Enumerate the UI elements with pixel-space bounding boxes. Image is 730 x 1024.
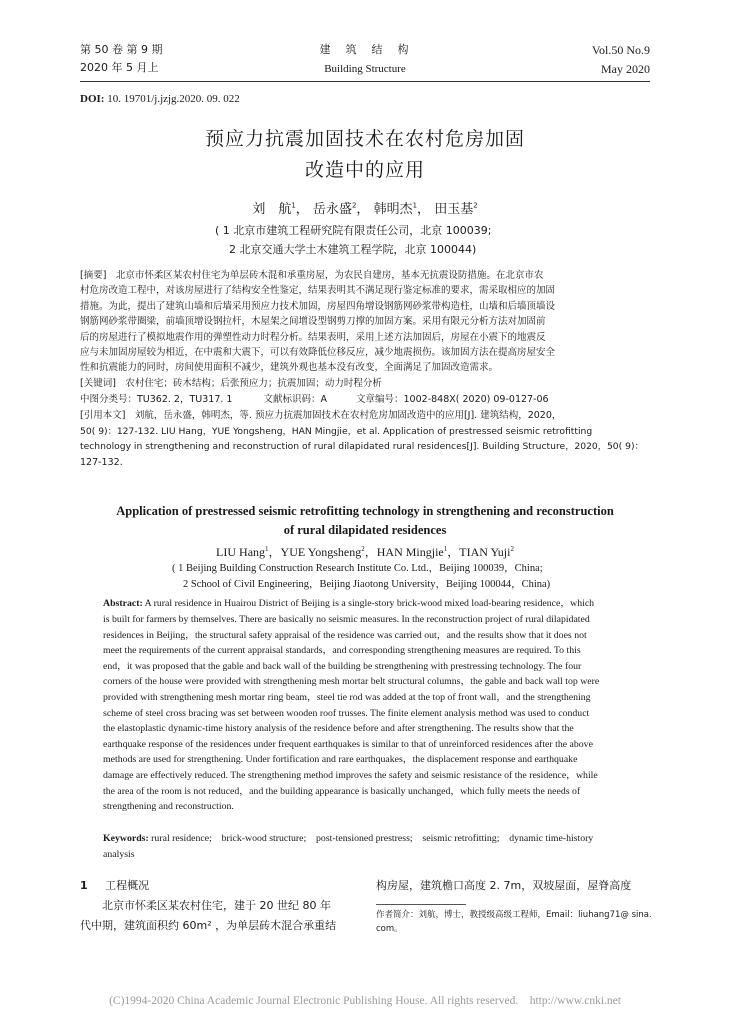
body-line: 代中期，建筑面积约 60m² ，为单层砖木混合承重结: [80, 919, 337, 932]
section-body-left-2: [80, 916, 365, 936]
article-number: 文章编号：1002-848X( 2020) 09-0127-06: [356, 394, 549, 405]
author-en: LIU Hang: [216, 545, 266, 559]
section-title: 工程概况: [105, 879, 150, 892]
author-sup: 1: [412, 201, 418, 210]
section-number: 1: [80, 879, 88, 892]
abstract-cn-line: 村危房改造工程中，对该房屋进行了结构安全性鉴定，结果表明其不满足现行鉴定标准的要求，需采取相应的加固: [80, 285, 556, 297]
abstract-cn-line: 钢筋网砂浆带圈梁，前墙顶增设钢拉杆，木屋架之间增设型钢剪刀撑的加固方案。采用有限元分析方法对加固前: [80, 316, 546, 328]
author-en: TIAN Yuji: [459, 545, 511, 559]
abstract-en-line: meet the requirements of the current appraisal standards，and corresponding strengthening measures are required. To this: [103, 645, 581, 657]
section-body-right: 构房屋，建筑檐口高度 2. 7m，双坡屋面，屋脊高度: [376, 879, 632, 892]
author-note: [376, 908, 656, 936]
citation-line: 50( 9)：127-132. LIU Hang，YUE Yongsheng，HAN Mingjie，et al. Application of prestressed seismic retrofitting: [80, 425, 593, 437]
abstract-en-line: damage are effectively reduced. The strengthening method improves the safety and seismic resistance of the residence，while: [103, 769, 598, 781]
section-heading: [80, 876, 149, 896]
abstract-en-line: the elastoplastic dynamic-time history analysis of the residence before and after strengthening. The results show that the: [103, 723, 574, 735]
doc-code: 文献标识码：A: [263, 394, 327, 405]
abstract-en-line: earthquake response of the residences under frequent earthquakes is similar to that of unreinforced residences after the above: [103, 738, 593, 750]
abstract-cn-line: 后的房屋进行了模拟地震作用的弹塑性动力时程分析。结果表明，采用上述方法加固后，房屋在小震下的地震反: [80, 331, 546, 343]
abstract-en-line: end，it was proposed that the gable and back wall of the building be strengthening with prestressing technology. The four: [103, 660, 582, 672]
header-volume-cn: 第 50 卷 第 9 期: [80, 43, 163, 56]
title-cn-line1: 预应力抗震加固技术在农村危房加固: [204, 128, 525, 150]
abstract-en-line: the area of the room is not reduced，and the building appearance is basically unchanged，which fully meets the needs of: [103, 785, 581, 797]
author-sup: 2: [351, 201, 357, 210]
abstract-cn-line: [摘要] 北京市怀柔区某农村住宅为单层砖木混和承重房屋，为农民自建房，基本无抗震设防措施。在北京市农: [80, 270, 544, 281]
citation-line: [引用本文] 刘航，岳永盛，韩明杰，等. 预应力抗震加固技术在农村危房加固改造中的应用[J]. 建筑结构，2020，: [80, 410, 562, 421]
header-date-cn: 2020 年 5 月上: [80, 61, 159, 74]
section-body-left: [80, 896, 365, 916]
keywords-cn: [关键词] 农村住宅；砖木结构；后张预应力；抗震加固；动力时程分析: [80, 378, 382, 389]
abstract-en-label: Abstract:: [103, 598, 143, 609]
doi-value: 10. 19701/j.jzjg.2020. 09. 022: [107, 93, 240, 105]
abstract-cn: [80, 268, 650, 376]
authors-cn: 刘 航$^1$， 岳永盛$^2$， 韩明杰$^1$， 田玉基$^2$: [252, 201, 478, 217]
abstract-en-line: corners of the house were provided with strengthening mesh mortar belt structural columns，the gable and back wall top were: [103, 676, 600, 688]
author-note-line: 作者简介：刘航，博士，教授级高级工程师，Email：liuhang71@ sina.: [376, 910, 652, 920]
abstract-en-body: [103, 612, 650, 815]
author-cn: 田玉基: [434, 202, 474, 217]
abstract-en: [103, 596, 650, 612]
abstract-en-line: provided with strengthening mesh mortar ring beam，steel tie rod was added at the top of front wall，and the strengthening: [103, 691, 591, 703]
abstract-en-line: A rural residence in Huairou District of Beijing is a single-story brick-wood mixed load-bearing residence，which: [144, 598, 595, 609]
footer-copyright: (C)1994-2020 China Academic Journal Electronic Publishing House. All rights reserved. http://www.cnki.net: [109, 995, 621, 1007]
abstract-en-line: methods are used for strengthening. Under fortification and rare earthquakes，the displacement response and earthquake: [103, 754, 578, 766]
author-sup: 1: [291, 201, 296, 210]
header-journal-en: Building Structure: [324, 63, 406, 75]
author-en: YUE Yongsheng: [280, 545, 362, 559]
title-en-line2: of rural dilapidated residences: [283, 523, 447, 537]
abstract-en-line: residences in Beijing，the structural safety appraisal of the residence was carried out，and the results show that it does not: [103, 629, 587, 641]
keywords-en: [103, 831, 650, 862]
body-line: 北京市怀柔区某农村住宅，建于 20 世纪 80 年: [102, 899, 331, 912]
author-sup: 2: [510, 545, 514, 553]
affiliation-en-2: 2 School of Civil Engineering，Beijing Jiaotong University，Beijing 100044，China): [183, 579, 551, 590]
affiliation-cn-2: 2 北京交通大学土木建筑工程学院，北京 100044): [229, 243, 477, 256]
doi-label: DOI:: [80, 93, 105, 105]
classification-line: [80, 392, 650, 407]
author-cn: 韩明杰: [373, 202, 413, 217]
keywords-en-label: Keywords:: [103, 833, 149, 844]
clc-number: 中图分类号：TU362. 2，TU317. 1: [80, 394, 233, 405]
author-sup: 2: [473, 201, 478, 210]
affiliation-en-1: ( 1 Beijing Building Construction Research Institute Co. Ltd.，Beijing 100039，China;: [172, 563, 543, 574]
title-en-line1: Application of prestressed seismic retrofitting technology in strengthening and reconstruction: [116, 504, 614, 518]
header-date-en: May 2020: [601, 62, 650, 76]
citation-line: 127-132.: [80, 456, 123, 468]
abstract-cn-line: 措施。为此，提出了建筑山墙和后墙采用预应力技术加固，房屋四角增设钢筋网砂浆带构造柱，山墙和后墙顶墙设: [80, 300, 556, 312]
citation: [80, 408, 650, 470]
abstract-cn-line: 应与未加固房屋较为相近，在中震和大震下，可以有效降低位移反应，减少地震损伤。该加固方法在提高房屋安全: [80, 347, 556, 359]
author-sup: 1: [443, 545, 448, 553]
author-cn: 刘 航: [252, 202, 292, 217]
abstract-en-line: scheme of steel cross bracing was set between wooden roof trusses. The finite element analysis method was used to conduct: [103, 707, 590, 719]
citation-line: technology in strengthening and reconstruction of rural dilapidated rural residences[J]. Building Structure，2020，50( 9)：: [80, 441, 644, 452]
author-en: HAN Mingjie: [376, 545, 444, 559]
keywords-en-line: rural residence; brick-wood structure; post-tensioned prestress; seismic retrofitting; dynamic time-history: [151, 833, 594, 844]
header-journal-cn: 建 筑 结 构: [319, 43, 411, 56]
authors-en: LIU Hang$^1$，YUE Yongsheng$^2$，HAN Mingjie$^1$，TIAN Yuji$^2$: [216, 545, 514, 559]
abstract-en-line: is built for farmers by themselves. There are basically no seismic measures. In the reconstruction project of rural dilapidated: [103, 614, 590, 625]
abstract-en-line: strengthening and reconstruction.: [103, 801, 234, 813]
header-rule: [80, 81, 650, 82]
abstract-cn-line: 性和抗震能力的同时，房间使用面积不减少，建筑外观也基本没有改变，全面满足了加固改造需求。: [80, 362, 499, 374]
author-cn: 岳永盛: [312, 202, 352, 217]
doi-line: [80, 93, 240, 105]
keywords-en-line: analysis: [103, 848, 135, 860]
footnote-rule: [376, 904, 466, 905]
affiliation-cn-1: ( 1 北京市建筑工程研究院有限责任公司，北京 100039;: [215, 224, 492, 237]
header-volume-en: Vol.50 No.9: [591, 43, 650, 57]
author-note-line: com。: [376, 924, 403, 934]
author-sup: 2: [361, 545, 365, 553]
title-cn-line2: 改造中的应用: [304, 159, 425, 181]
author-sup: 1: [265, 545, 269, 553]
